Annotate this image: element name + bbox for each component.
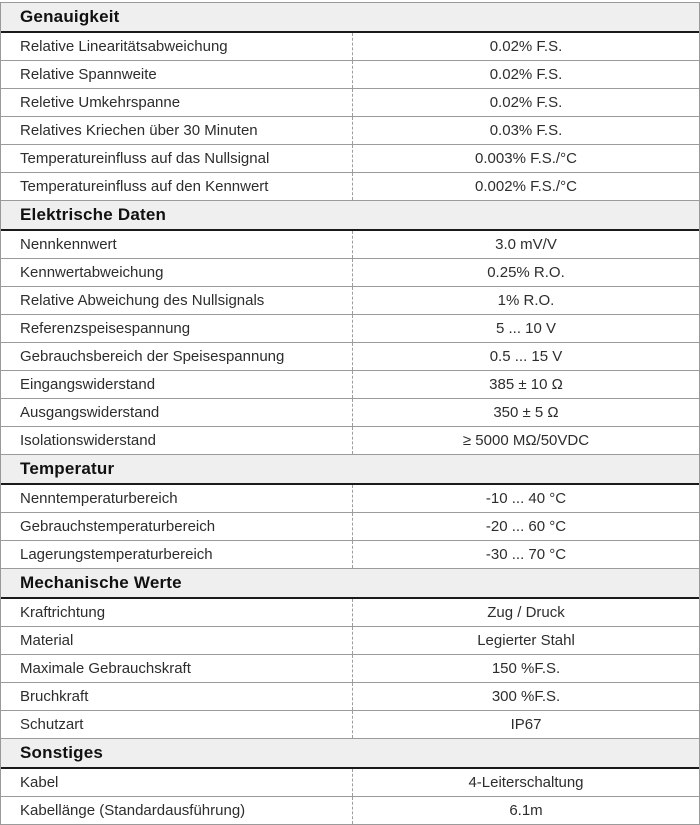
row-label: Nennkennwert — [20, 236, 117, 253]
spec-section — [1, 739, 699, 825]
row-value: 0.002% F.S./°C — [352, 173, 699, 200]
row-value: 6.1m — [352, 797, 699, 824]
row-value: 0.02% F.S. — [352, 33, 699, 60]
row-label: Kabellänge (Standardausführung) — [20, 802, 246, 819]
row-value: 150 %F.S. — [352, 655, 699, 682]
section-title: Temperatur — [20, 459, 115, 478]
row-label: Gebrauchsbereich der Speisespannung — [20, 348, 285, 365]
section-header — [1, 739, 699, 769]
row-label: Isolationswiderstand — [20, 432, 156, 449]
table-row — [1, 259, 699, 287]
row-label: Kabel — [20, 774, 59, 791]
row-value: 0.25% R.O. — [352, 259, 699, 286]
table-row — [1, 371, 699, 399]
section-title: Sonstiges — [20, 743, 104, 762]
table-row — [1, 231, 699, 259]
row-value: 1% R.O. — [352, 287, 699, 314]
row-value: IP67 — [352, 711, 699, 738]
spec-section — [1, 569, 699, 739]
row-label: Gebrauchstemperaturbereich — [20, 518, 216, 535]
table-row — [1, 89, 699, 117]
section-rows — [1, 599, 699, 739]
spec-section — [1, 455, 699, 569]
table-row — [1, 61, 699, 89]
table-row — [1, 683, 699, 711]
section-title: Mechanische Werte — [20, 573, 182, 592]
row-label: Relative Linearitätsabweichung — [20, 38, 228, 55]
section-title: Genauigkeit — [20, 7, 120, 26]
table-row — [1, 33, 699, 61]
section-header — [1, 569, 699, 599]
table-row — [1, 117, 699, 145]
row-value: -30 ... 70 °C — [352, 541, 699, 568]
row-value: 0.5 ... 15 V — [352, 343, 699, 370]
table-row — [1, 343, 699, 371]
row-value: 4-Leiterschaltung — [352, 769, 699, 796]
table-row — [1, 655, 699, 683]
row-value: 0.003% F.S./°C — [352, 145, 699, 172]
row-label: Maximale Gebrauchskraft — [20, 660, 191, 677]
section-header — [1, 3, 699, 33]
row-label: Bruchkraft — [20, 688, 89, 705]
table-row — [1, 145, 699, 173]
spec-section — [1, 201, 699, 455]
row-label: Relatives Kriechen über 30 Minuten — [20, 122, 258, 139]
table-row — [1, 599, 699, 627]
section-header — [1, 455, 699, 485]
row-label: Reletive Umkehrspanne — [20, 94, 181, 111]
row-value: 350 ± 5 Ω — [352, 399, 699, 426]
row-value: 0.02% F.S. — [352, 89, 699, 116]
table-row — [1, 541, 699, 569]
row-value: 385 ± 10 Ω — [352, 371, 699, 398]
table-row — [1, 427, 699, 455]
row-label: Eingangswiderstand — [20, 376, 156, 393]
spec-table — [0, 2, 700, 825]
row-label: Kraftrichtung — [20, 604, 106, 621]
section-title: Elektrische Daten — [20, 205, 167, 224]
row-value: 300 %F.S. — [352, 683, 699, 710]
row-value: -20 ... 60 °C — [352, 513, 699, 540]
table-row — [1, 173, 699, 201]
row-label: Temperatureinfluss auf das Nullsignal — [20, 150, 270, 167]
section-rows — [1, 769, 699, 825]
section-rows — [1, 231, 699, 455]
table-row — [1, 711, 699, 739]
row-value: 0.02% F.S. — [352, 61, 699, 88]
row-value: Legierter Stahl — [352, 627, 699, 654]
table-row — [1, 627, 699, 655]
row-value: Zug / Druck — [352, 599, 699, 626]
spec-section — [1, 3, 699, 201]
row-label: Relative Abweichung des Nullsignals — [20, 292, 265, 309]
table-row — [1, 399, 699, 427]
row-label: Nenntemperaturbereich — [20, 490, 178, 507]
row-value: 0.03% F.S. — [352, 117, 699, 144]
table-row — [1, 485, 699, 513]
table-row — [1, 769, 699, 797]
row-label: Schutzart — [20, 716, 84, 733]
table-row — [1, 287, 699, 315]
section-rows — [1, 485, 699, 569]
row-value: ≥ 5000 MΩ/50VDC — [352, 427, 699, 454]
row-label: Ausgangswiderstand — [20, 404, 160, 421]
row-label: Temperatureinfluss auf den Kennwert — [20, 178, 269, 195]
table-row — [1, 513, 699, 541]
row-label: Referenzspeisespannung — [20, 320, 191, 337]
section-rows — [1, 33, 699, 201]
row-label: Kennwertabweichung — [20, 264, 164, 281]
row-value: 5 ... 10 V — [352, 315, 699, 342]
table-row — [1, 797, 699, 825]
row-label: Relative Spannweite — [20, 66, 157, 83]
table-row — [1, 315, 699, 343]
row-label: Lagerungstemperaturbereich — [20, 546, 213, 563]
row-value: -10 ... 40 °C — [352, 485, 699, 512]
row-value: 3.0 mV/V — [352, 231, 699, 258]
row-label: Material — [20, 632, 74, 649]
section-header — [1, 201, 699, 231]
